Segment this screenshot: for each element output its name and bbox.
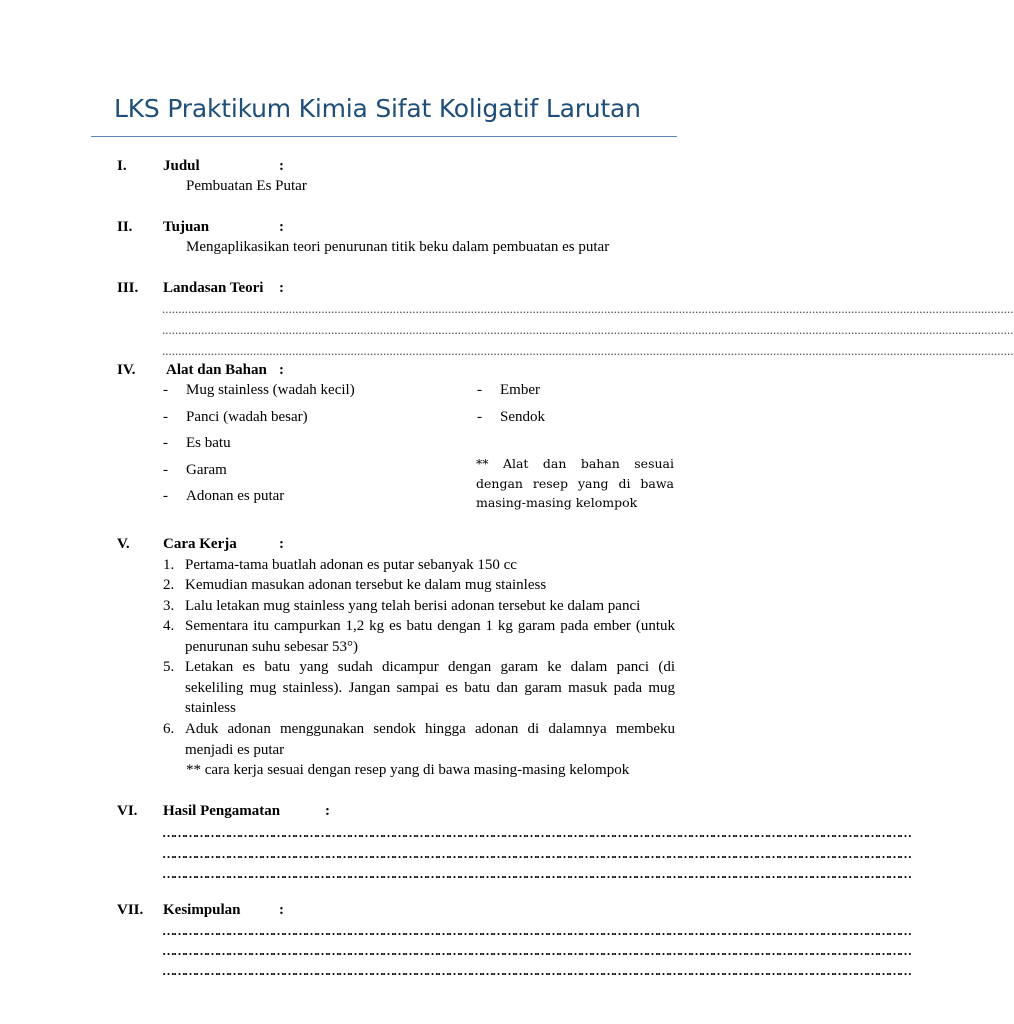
list-dash: - — [163, 382, 168, 398]
fill-line: …………………………………………………………………………………………………………………………………………………………………………………… — [162, 825, 910, 840]
list-item: Adonan es putar — [186, 488, 285, 504]
page-title: LKS Praktikum Kimia Sifat Koligatif Larutan — [114, 94, 641, 123]
list-dash: - — [477, 382, 482, 398]
step-number: 6. — [163, 721, 175, 737]
fill-line: …………………………………………………………………………………………………………………………………………………………………………………… — [162, 943, 910, 958]
step-text: Sementara itu campurkan 1,2 kg es batu dengan 1 kg garam pada ember (untuk penurunan suhu sebesar 53°) — [185, 618, 675, 655]
section-number: III. — [117, 280, 139, 296]
list-dash: - — [163, 462, 168, 478]
materials-note: ** Alat dan bahan sesuai dengan resep yang di bawa masing-masing kelompok — [476, 456, 674, 510]
procedure-note: ** cara kerja sesuai dengan resep yang di bawa masing-masing kelompok — [186, 762, 630, 778]
section-heading: Cara Kerja — [163, 536, 237, 552]
step-number: 1. — [163, 557, 175, 573]
section-heading: Judul — [163, 158, 200, 174]
section-colon: : — [279, 219, 284, 235]
list-dash: - — [163, 435, 168, 451]
step-number: 4. — [163, 618, 175, 634]
section-colon: : — [279, 536, 284, 552]
list-item: Mug stainless (wadah kecil) — [186, 382, 355, 398]
step-text: Letakan es batu yang sudah dicampur dengan garam ke dalam panci (di sekeliling mug stainless). Jangan sampai es batu dan garam masuk pada mug stainless — [185, 659, 675, 716]
step-text: Pertama-tama buatlah adonan es putar sebanyak 150 cc — [185, 557, 517, 573]
fill-line: …………………………………………………………………………………………………………………………………………………………………………………… — [162, 963, 910, 978]
step-number: 5. — [163, 659, 175, 675]
fill-line: ...................................................................................................................................................................................................................................................................... — [162, 343, 1014, 358]
section-colon: : — [325, 803, 330, 819]
section-heading: Alat dan Bahan — [166, 362, 267, 378]
list-item: Garam — [186, 462, 227, 478]
section-heading: Hasil Pengamatan — [163, 803, 281, 819]
section-content: Mengaplikasikan teori penurunan titik beku dalam pembuatan es putar — [186, 239, 610, 255]
section-number: II. — [117, 219, 133, 235]
list-item: Sendok — [500, 409, 545, 425]
list-item: Panci (wadah besar) — [186, 409, 308, 425]
title-underline — [91, 136, 677, 137]
list-dash: - — [477, 409, 482, 425]
section-number: VII. — [117, 902, 144, 918]
section-heading: Landasan Teori — [163, 280, 264, 296]
section-number: I. — [117, 158, 127, 174]
list-dash: - — [163, 488, 168, 504]
list-dash: - — [163, 409, 168, 425]
step-number: 2. — [163, 577, 175, 593]
fill-line: ...................................................................................................................................................................................................................................................................... — [162, 322, 1014, 337]
fill-line: …………………………………………………………………………………………………………………………………………………………………………………… — [162, 846, 910, 861]
list-item: Ember — [500, 382, 540, 398]
step-text: Kemudian masukan adonan tersebut ke dalam mug stainless — [185, 577, 547, 593]
section-colon: : — [279, 902, 284, 918]
section-number: V. — [117, 536, 130, 552]
step-text: Lalu letakan mug stainless yang telah berisi adonan tersebut ke dalam panci — [185, 598, 641, 614]
section-colon: : — [279, 362, 284, 378]
section-number: VI. — [117, 803, 138, 819]
section-colon: : — [279, 158, 284, 174]
fill-line: ...................................................................................................................................................................................................................................................................... — [162, 301, 1014, 316]
step-text: Aduk adonan menggunakan sendok hingga adonan di dalamnya membeku menjadi es putar — [185, 721, 675, 758]
section-colon: : — [279, 280, 284, 296]
section-heading: Kesimpulan — [163, 902, 241, 918]
fill-line: …………………………………………………………………………………………………………………………………………………………………………………… — [162, 923, 910, 938]
step-number: 3. — [163, 598, 175, 614]
section-content: Pembuatan Es Putar — [186, 178, 307, 194]
list-item: Es batu — [186, 435, 231, 451]
section-heading: Tujuan — [163, 219, 210, 235]
section-number: IV. — [117, 362, 136, 378]
fill-line: …………………………………………………………………………………………………………………………………………………………………………………… — [162, 866, 910, 881]
